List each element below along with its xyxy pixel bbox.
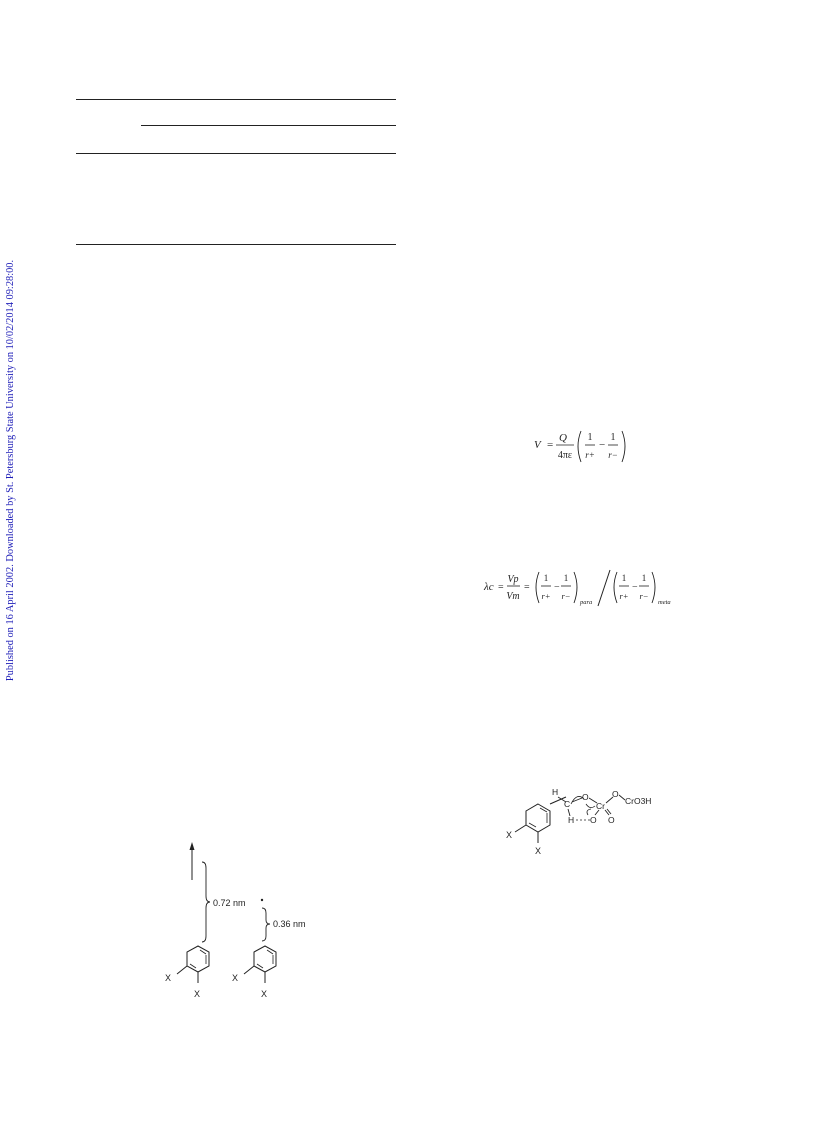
table-header-subrule [141,125,396,126]
eq1-term1-num: 1 [587,432,593,443]
mech-c: C [564,799,571,809]
svg-text:=: = [498,582,504,593]
eq2-lhs: λc [484,581,494,593]
table-top-rule [76,99,396,100]
svg-text:r+: r+ [541,591,551,601]
svg-text:r+: r+ [619,591,629,601]
eq1-term2-num: 1 [610,432,616,443]
mech-x2: X [535,846,542,856]
figure-mechanism [500,782,670,864]
equation-ratio [480,566,680,608]
x-label-1: X [165,973,172,983]
mech-h-top: H [552,787,559,797]
mech-o1: O [582,792,589,802]
svg-text:−: − [599,439,606,451]
eq2-meta: meta [658,599,671,606]
eq2-para: para [580,599,593,606]
table-header-rule [76,153,396,154]
figure-distance [160,840,320,1010]
download-note-text: Published on 16 April 2002. Downloaded by St. Petersburg State University on 10/02/2014 09:28:00. [5,259,17,681]
eq1-term2-den: r− [608,450,618,460]
eq1-term1-den: r+ [585,450,595,460]
eq2-vm: Vm [506,591,520,602]
svg-text:1: 1 [641,573,647,583]
svg-text:1: 1 [563,573,569,583]
x-label-2: X [194,989,201,999]
table-bottom-rule [76,244,396,245]
mech-cro3h: CrO3H [625,796,652,806]
x-label-3: X [232,973,239,983]
svg-text:=: = [547,439,554,451]
mech-o4: O [608,815,615,825]
svg-text:1: 1 [621,573,627,583]
mech-h-bottom: H [568,815,575,825]
svg-text:r−: r− [561,591,571,601]
distance-large: 0.72 nm [213,898,246,908]
svg-text:1: 1 [543,573,549,583]
x-label-4: X [261,989,268,999]
svg-text:=: = [524,582,530,593]
svg-text:−: − [632,582,638,593]
eq1-lhs: V [534,439,541,451]
mech-x1: X [506,830,513,840]
mech-o3: O [590,815,597,825]
eq1-denominator: 4πε [557,450,573,461]
distance-small: 0.36 nm [273,919,306,929]
mech-cr: Cr [596,801,605,811]
eq2-vp: Vp [507,574,519,585]
download-note [2,250,20,690]
eq1-numerator: Q [559,432,567,444]
mech-o2: O [612,789,619,799]
svg-text:−: − [554,582,560,593]
svg-text:r−: r− [639,591,649,601]
equation-potential [528,426,638,466]
